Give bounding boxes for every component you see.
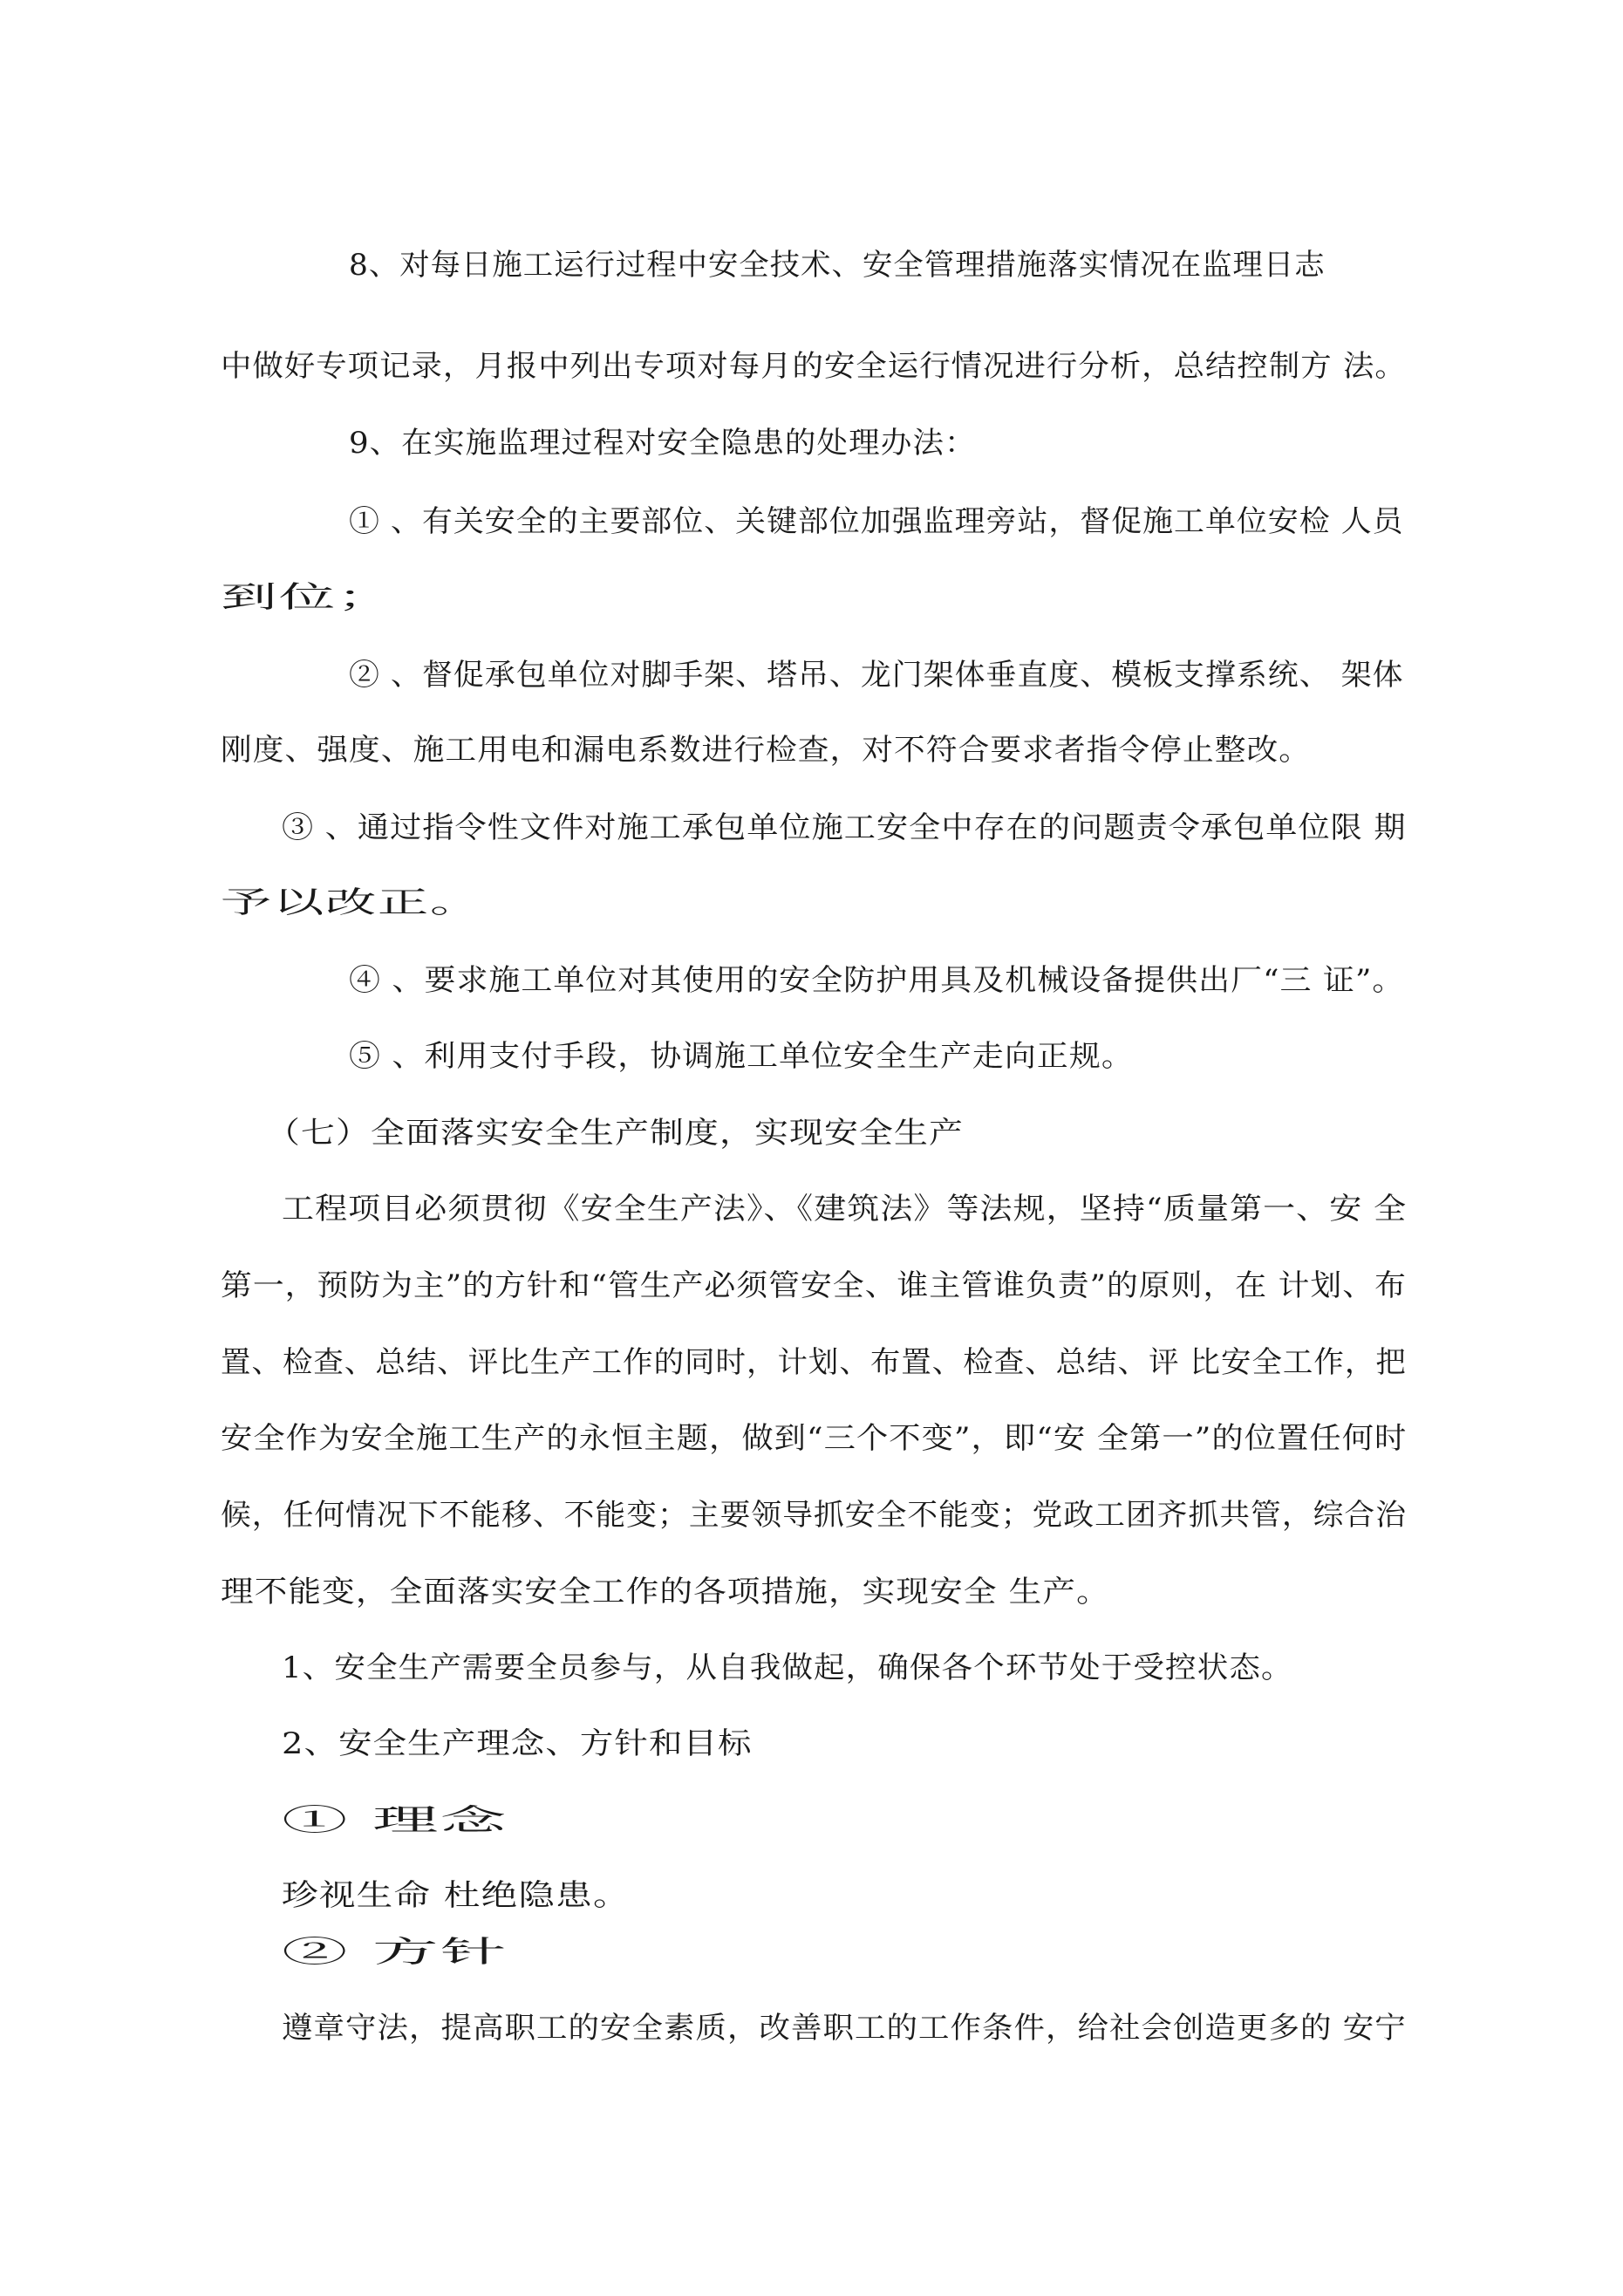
text-line-para4: 安全作为安全施工生产的永恒主题，做到“三个不变”，即“安 全第一”的位置任何时 xyxy=(221,1421,1408,1456)
text-line-item9: 9、在实施监理过程对安全隐患的处理办法： xyxy=(349,426,977,461)
text-line-para1: 工程项目必须贯彻《安全生产法》、《建筑法》等法规，坚持“质量第一、安 全 xyxy=(282,1192,1408,1227)
text-line-sub1: ① 、有关安全的主要部位、关键部位加强监理旁站，督促施工单位安检 人员 xyxy=(349,504,1404,539)
text-line-sub2-cont: 刚度、强度、施工用电和漏电系数进行检查，对不符合要求者指令停止整改。 xyxy=(221,733,1311,768)
text-line-sub3: ③ 、通过指令性文件对施工承包单位施工安全中存在的问题责令承包单位限 期 xyxy=(282,810,1407,845)
text-line-item8-cont: 中做好专项记录，月报中列出专项对每月的安全运行情况进行分析，总结控制方 法。 xyxy=(221,349,1407,384)
text-line-sub1-cont: 到位； xyxy=(221,580,395,615)
text-line-sub5: ⑤ 、利用支付手段，协调施工单位安全生产走向正规。 xyxy=(349,1039,1134,1074)
text-line-item8-start: 8、对每日施工运行过程中安全技术、安全管理措施落实情况在监理日志 xyxy=(349,248,1326,283)
text-line-sub2: ② 、督促承包单位对脚手架、塔吊、龙门架体垂直度、模板支撑系统、 架体 xyxy=(349,658,1404,693)
text-line-policy: 遵章守法，提高职工的安全素质，改善职工的工作条件，给社会创造更多的 安宁 xyxy=(282,2011,1407,2046)
subheading-policy: ② 方针 xyxy=(282,1935,508,1970)
text-line-point2: 2、安全生产理念、方针和目标 xyxy=(282,1726,753,1761)
text-line-para5: 候，任何情况下不能移、不能变；主要领导抓安全不能变；党政工团齐抓共管，综合治 xyxy=(221,1498,1407,1533)
text-line-concept: 珍视生命 杜绝隐患。 xyxy=(282,1878,631,1913)
text-line-sub4: ④ 、要求施工单位对其使用的安全防护用具及机械设备提供出厂“三 证”。 xyxy=(349,963,1405,998)
text-line-para2: 第一，预防为主”的方针和“管生产必须管安全、谁主管谁负责”的原则，在 计划、布 xyxy=(221,1268,1407,1303)
text-line-sub3-cont: 予以改正。 xyxy=(221,885,482,920)
text-line-para3: 置、检查、总结、评比生产工作的同时，计划、布置、检查、总结、评 比安全工作，把 xyxy=(221,1345,1407,1380)
text-line-para6: 理不能变，全面落实安全工作的各项措施，实现安全 生产。 xyxy=(221,1575,1110,1609)
section-heading-seven: （七）全面落实安全生产制度，实现安全生产 xyxy=(266,1116,964,1151)
subheading-concept: ① 理念 xyxy=(282,1803,508,1838)
text-line-point1: 1、安全生产需要全员参与，从自我做起，确保各个环节处于受控状态。 xyxy=(282,1650,1293,1685)
